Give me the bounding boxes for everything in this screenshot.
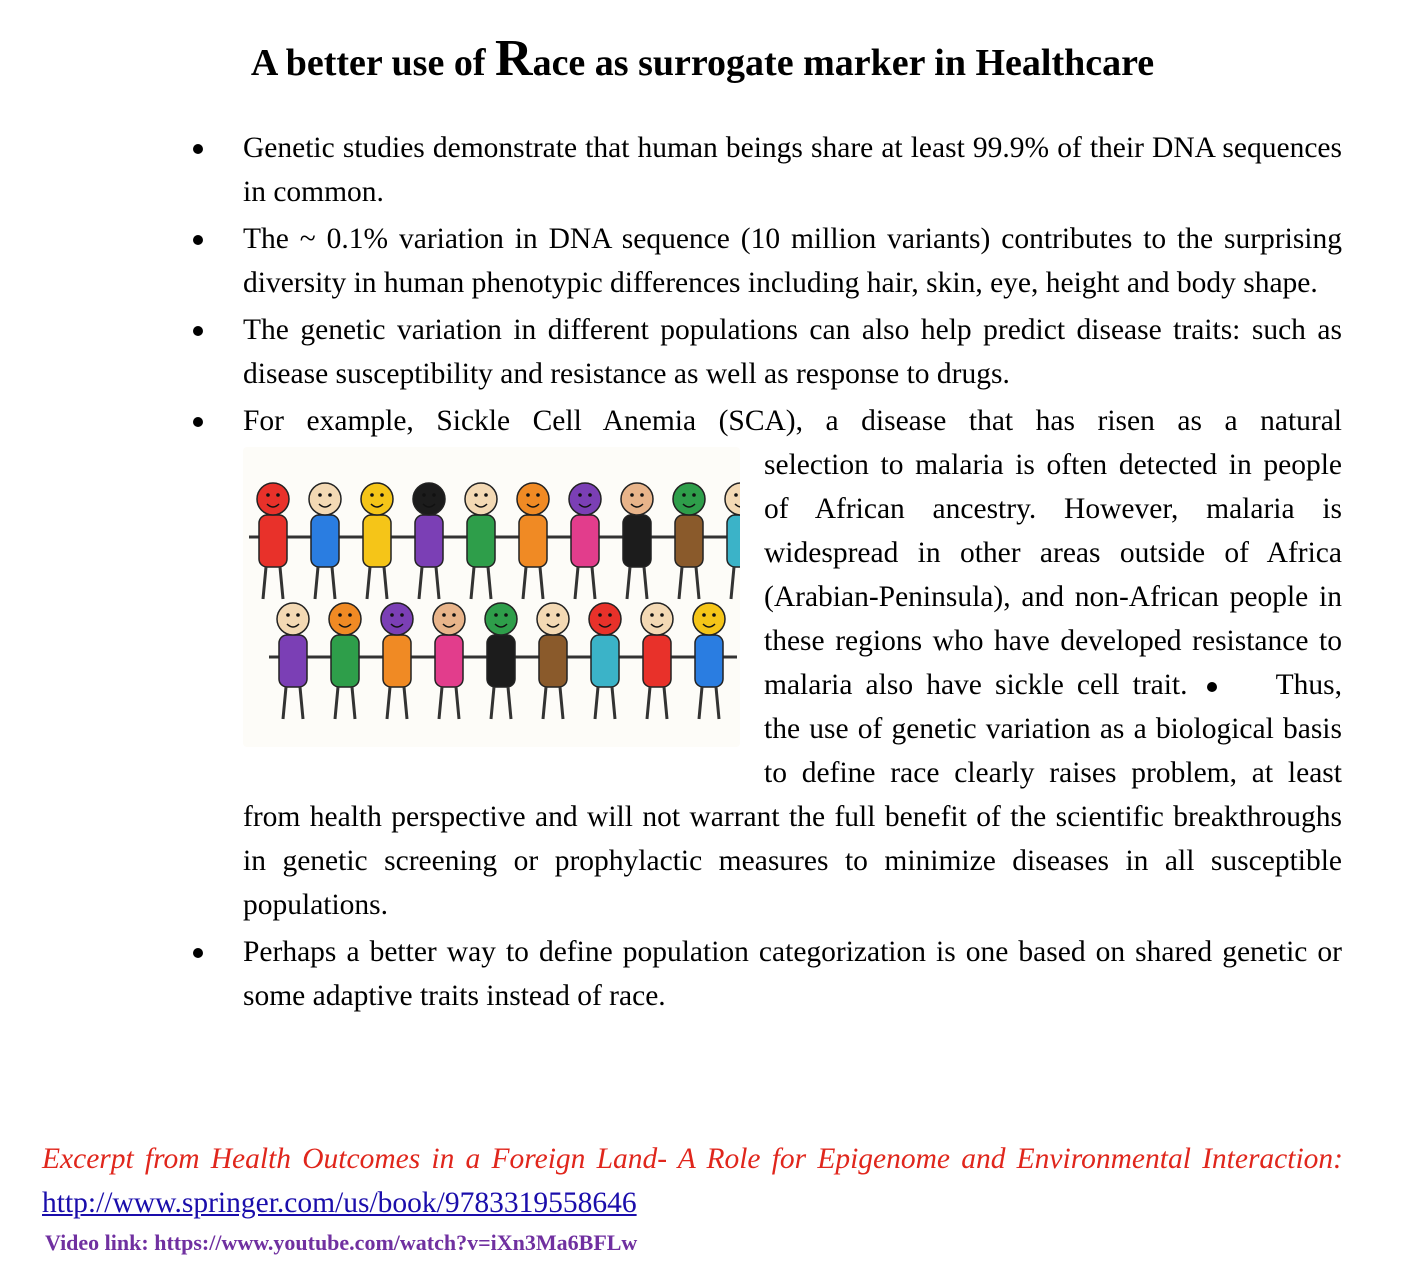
bullet-dot-icon — [193, 417, 203, 427]
bullet-dot-icon — [193, 235, 203, 245]
bullet-item: Genetic studies demonstrate that human beings share at least 99.9% of their DNA sequences in common. — [243, 126, 1342, 214]
video-link[interactable]: Video link: https://www.youtube.com/watch?v=iXn3Ma6BFLw — [45, 1230, 638, 1255]
bullet-list — [243, 126, 1342, 1021]
bullet-item: The genetic variation in different populations can also help predict disease traits: such as disease susceptibility and resistance as well as response to drugs. — [243, 308, 1342, 396]
bullet-dot-icon — [193, 948, 203, 958]
bullet-wrap-text: selection to malaria is often detected in people of African ancestry. However, malaria is widespread in other areas outside of Africa (Arabian-Peninsula), and non-African people in these regions who have developed resistance to malaria also have sickle cell trait. — [764, 449, 1342, 701]
bullet-item-with-figure: selection to malaria is often detected in people of African ancestry. However, malaria is widespread in other areas outside of Africa (Arabian-Peninsula), and non-African people in these regions who have developed resistance to malaria also have sickle cell trait. Thus, the use of genetic variation as a biological basis to define race clearly raises problem, at least from health perspective and will not warrant the full benefit of the scientific breakthroughs in genetic screening or prophylactic measures to minimize diseases in all susceptible populations. — [243, 449, 1343, 921]
page-title — [0, 28, 1405, 90]
inline-bullet — [1201, 677, 1276, 697]
bullet-dot-icon — [193, 144, 203, 154]
excerpt-citation: Excerpt from Health Outcomes in a Foreign Land- A Role for Epigenome and Environmental Interaction: http://www.springer.com/us/book/9783319558646 — [42, 1143, 1343, 1219]
bullet-item: For example, Sickle Cell Anemia (SCA), a disease that has risen as a natural — [243, 399, 1342, 443]
bullet-dot-icon — [1207, 682, 1217, 692]
bullet-item: Perhaps a better way to define population categorization is one based on shared genetic or some adaptive traits instead of race. — [243, 930, 1342, 1018]
springer-book-link[interactable]: http://www.springer.com/us/book/9783319558646 — [42, 1187, 637, 1219]
bullet-item: The ~ 0.1% variation in DNA sequence (10 million variants) contributes to the surprising diversity in human phenotypic differences including hair, skin, eye, height and body shape. — [243, 217, 1342, 305]
title-part-2: as surrogate marker in Healthcare — [585, 42, 1155, 84]
children-holding-hands-illustration — [243, 447, 740, 747]
bullet-dot-icon — [193, 326, 203, 336]
title-race-initial: R — [495, 30, 533, 87]
title-race-rest: ace — [532, 42, 586, 84]
title-part-1: A better use of — [250, 42, 495, 84]
children-drawing-image — [243, 447, 740, 747]
